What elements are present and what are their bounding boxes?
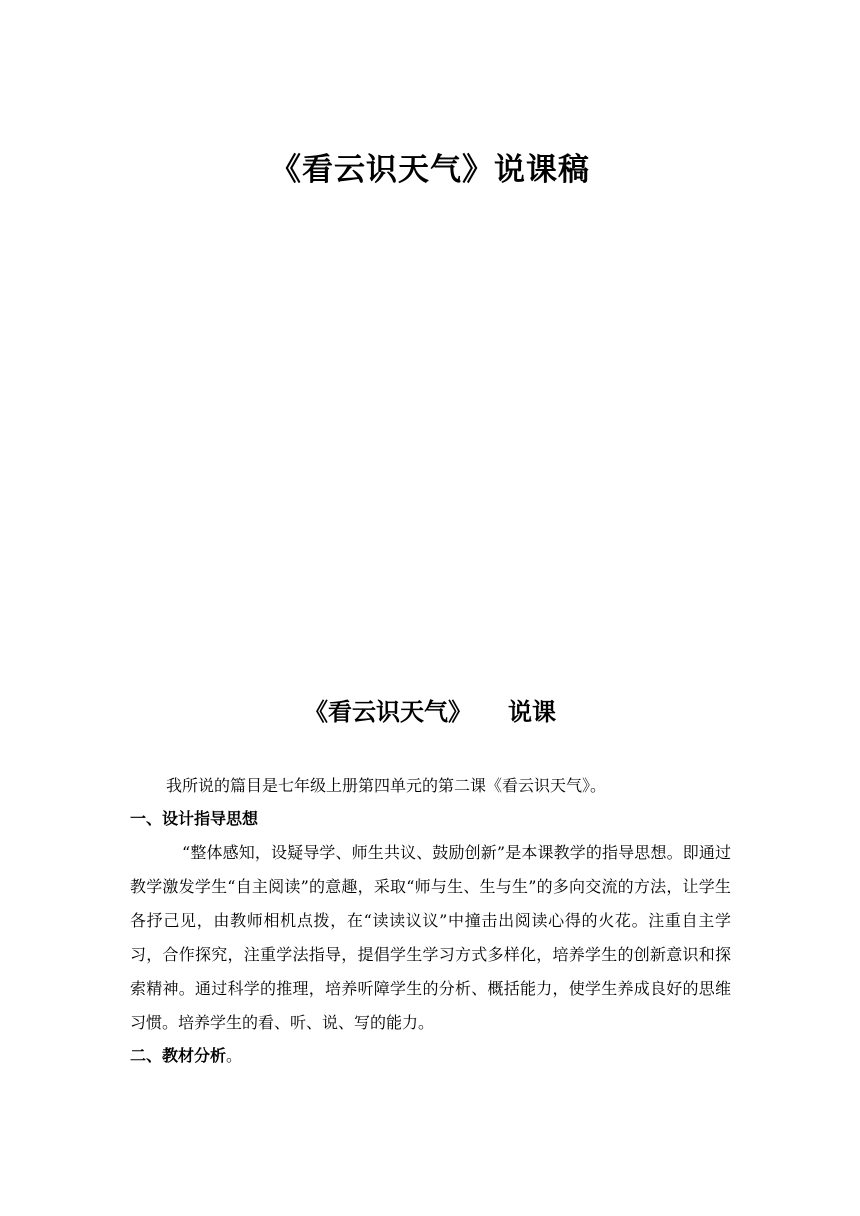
design-philosophy-paragraph: “整体感知，设疑导学、师生共议、鼓励创新”是本课教学的指导思想。即通过教学激发学生“自主阅读”的意趣，采取“师与生、生与生”的多向交流的方法，让学生各抒己见，由教师相机点拨，在“读读议议”中撞击出阅读心得的火花。注重自主学习，合作探究，注重学法指导，提倡学生学习方式多样化，培养学生的创新意识和探索精神。通过科学的推理，培养听障学生的分析、概括能力，使学生养成良好的思维习惯。培养学生的看、听、说、写的能力。 xyxy=(130,843,731,1032)
section-heading-design-philosophy: 一、设计指导思想 xyxy=(130,809,259,828)
document-title-suffix: 说课 xyxy=(508,697,556,726)
section-heading-textbook-analysis xyxy=(130,1039,242,1073)
intro-paragraph: 我所说的篇目是七年级上册第四单元的第二课《看云识天气》。 xyxy=(166,776,607,795)
section-heading-textbook-analysis-text: 二、教材分析 xyxy=(130,1046,227,1065)
section-heading-textbook-analysis-period: 。 xyxy=(226,1046,243,1065)
cover-title: 《看云识天气》说课稿 xyxy=(270,152,590,188)
document-title xyxy=(0,692,860,732)
document-title-main: 《看云识天气》 xyxy=(304,697,472,726)
